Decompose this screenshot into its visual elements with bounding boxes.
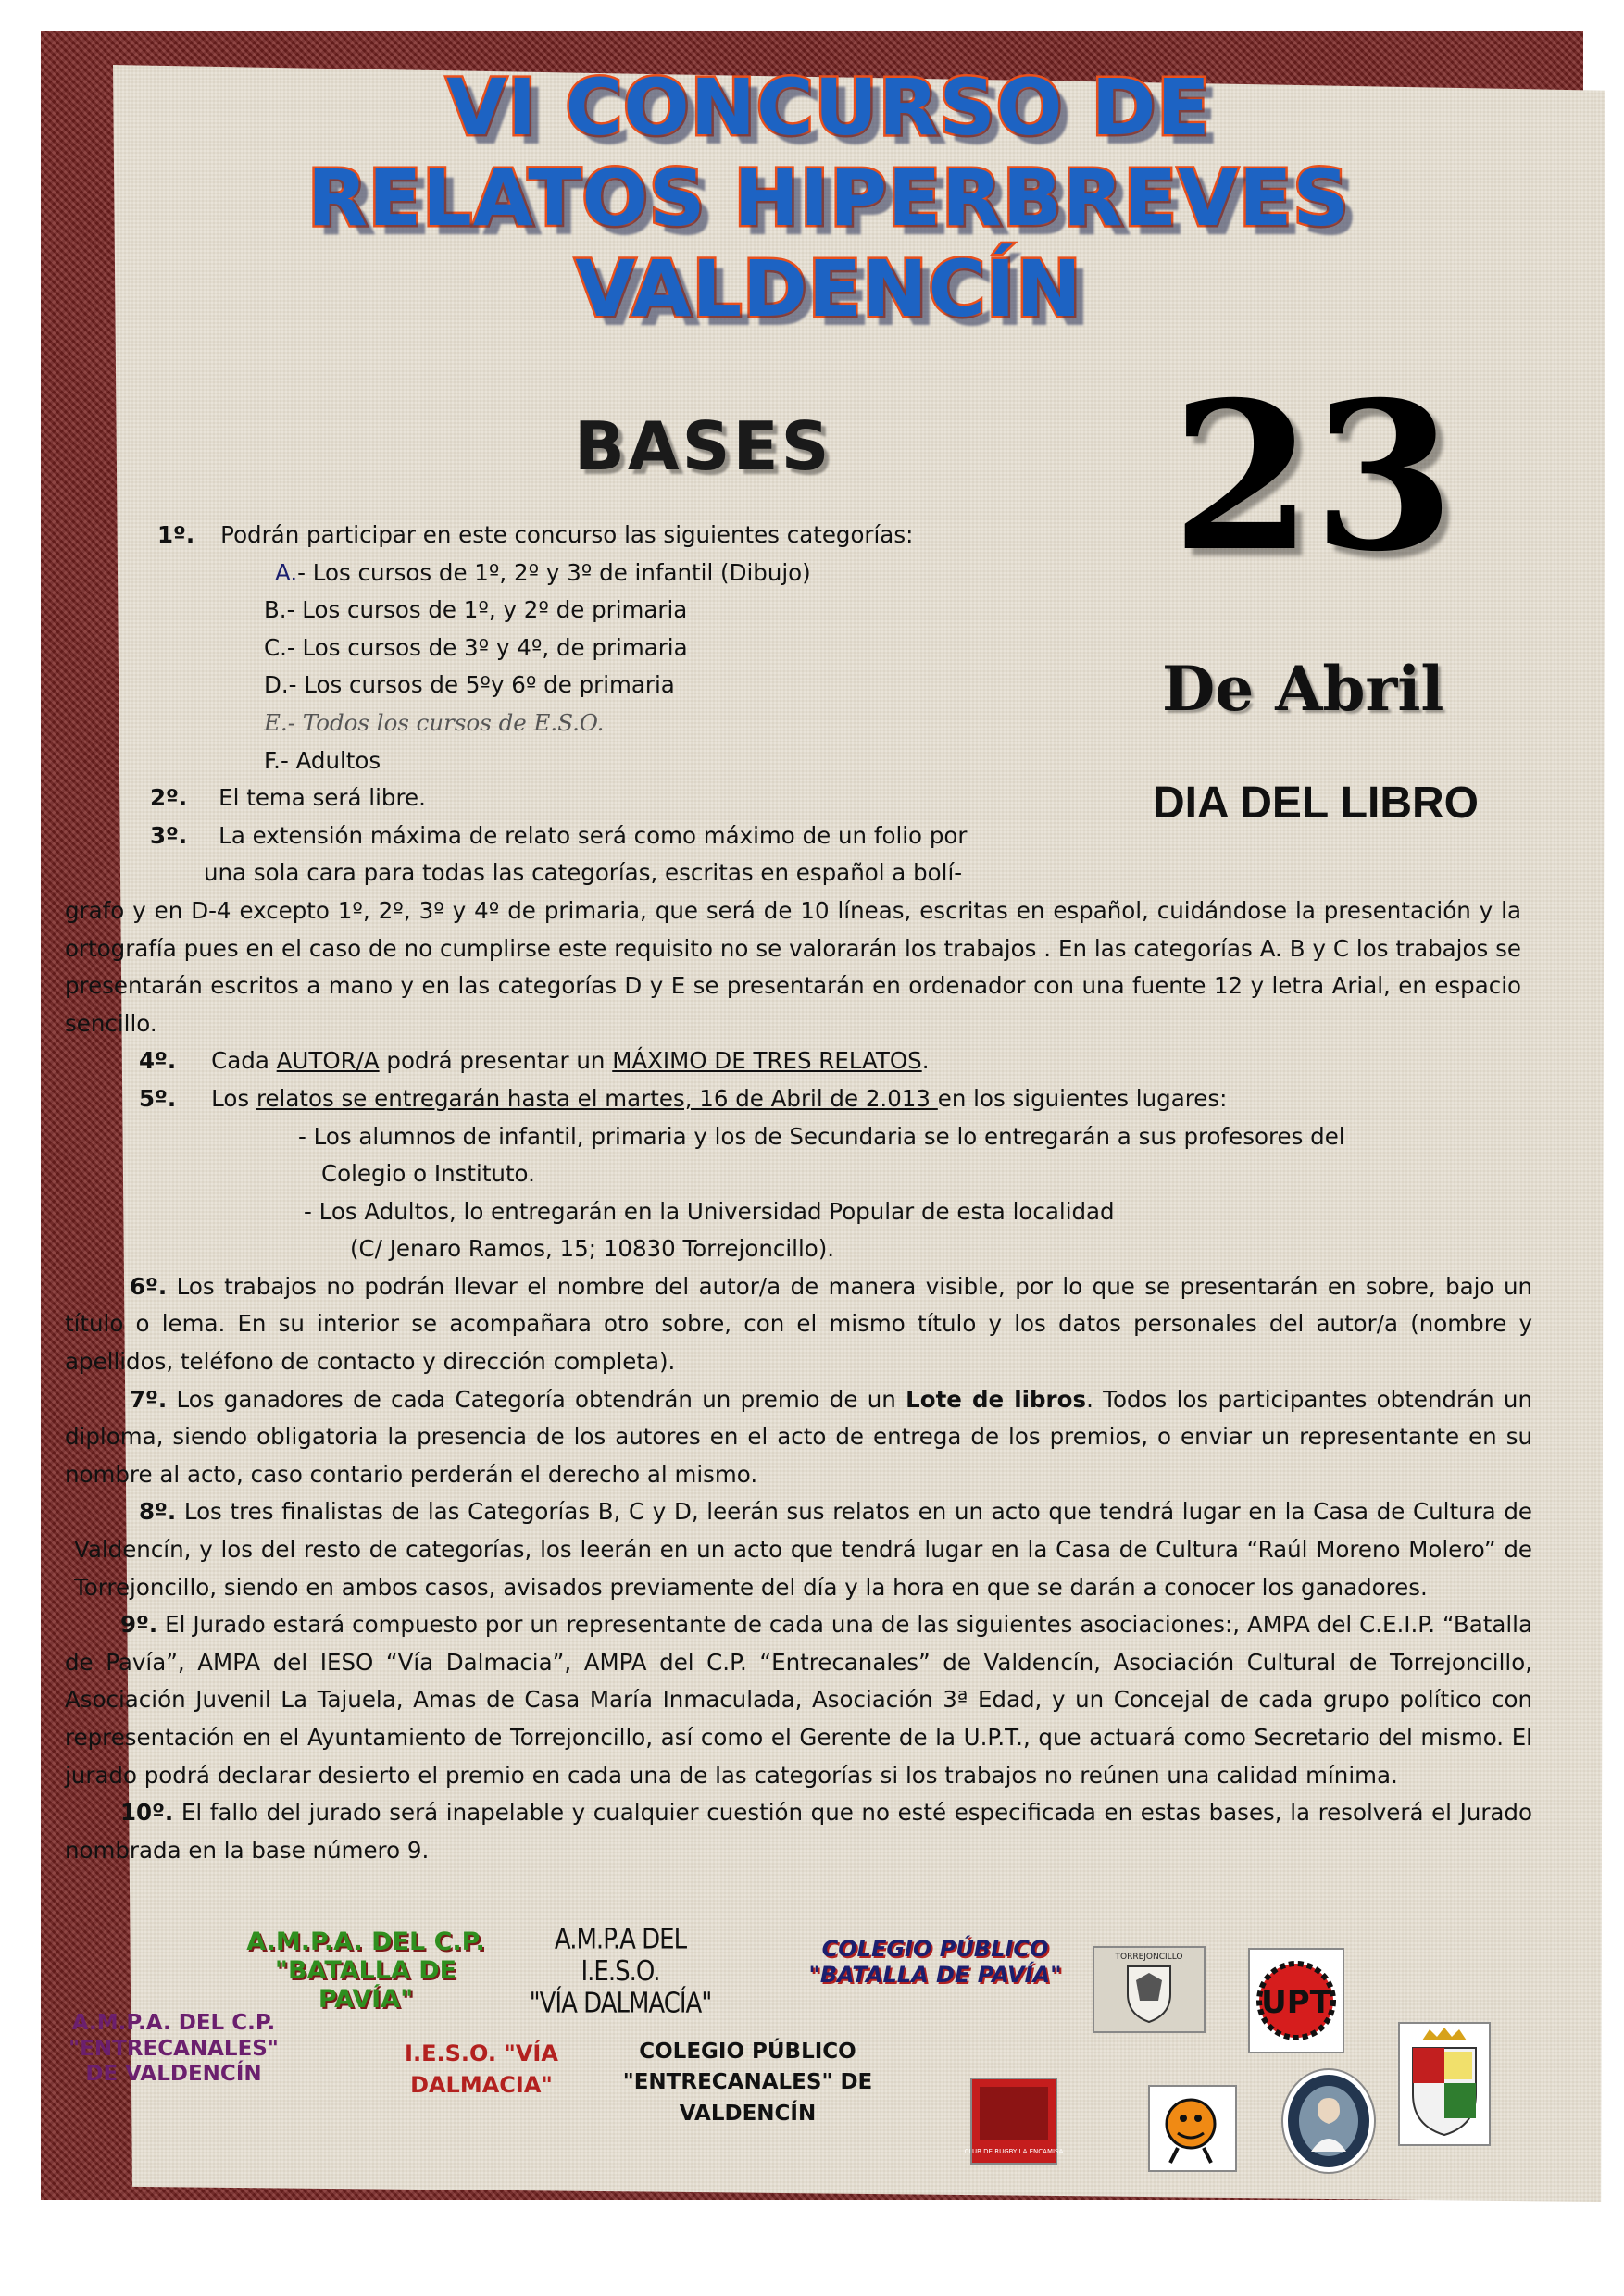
- rule-text: El Jurado estará compuesto por un representante de cada una de las siguientes asociaciones:, AMPA del C.E.I.P. “Batalla de Pavía”, AMPA del IESO “Vía Dalmacia”, AMPA del C.P. “Entrecanales” de Valdencín, Asociación Cultural de Torrejoncillo, Asociación Juvenil La Tajuela, Amas de Casa María Inmaculada, Asociación 3ª Edad, y un Concejal de cada grupo político con representación en el Ayuntamiento de Torrejoncillo, así como el Gerente de la U.P.T., que actuará como Secretario del mismo. El jurado podrá declarar desierto el premio en cada una de las categorías si los trabajos no reúnen una calidad mínima.: [65, 1611, 1532, 1789]
- sponsor-line: "ENTRECANALES": [69, 2036, 279, 2061]
- title-line-1: VI CONCURSO DE: [446, 62, 1211, 153]
- sponsor-line: DALMACIA": [410, 2071, 553, 2098]
- category-f: [264, 742, 1079, 780]
- rules-body: [65, 517, 1532, 1869]
- virgin-medallion-logo-icon: [1281, 2068, 1376, 2174]
- rule-7: [65, 1381, 1532, 1494]
- rule-number: 3º.: [150, 821, 188, 849]
- sponsor-line: A.M.P.A DEL I.E.S.O.: [554, 1924, 687, 1988]
- rule-number: 1º.: [157, 521, 195, 548]
- rule-number: 6º.: [130, 1272, 168, 1300]
- date-day: 23: [1171, 356, 1455, 596]
- rule-text: podrá presentar un: [379, 1047, 613, 1075]
- category-e: [264, 705, 1079, 742]
- rule-5: [65, 1080, 1532, 1118]
- rule-3-line-2: una sola cara para todas las categorías, escritas en español a bolí-: [204, 859, 963, 887]
- rule-6: [65, 1268, 1532, 1381]
- sponsor-line: A.M.P.A. DEL C.P.: [71, 2011, 276, 2035]
- rule-underline: AUTOR/A: [276, 1047, 380, 1075]
- coat-of-arms-icon: [1398, 2022, 1491, 2146]
- event-name: DIA DEL LIBRO: [1153, 779, 1480, 828]
- rule-1: [65, 517, 1532, 555]
- sponsor-line: I.E.S.O. "VÍA: [405, 2040, 558, 2066]
- category-list: [65, 555, 1079, 780]
- category-letter: A.: [275, 558, 298, 586]
- sponsor-ampa-entrecanales: [65, 2011, 282, 2088]
- rule-text: .: [921, 1047, 930, 1075]
- category-text: - Los cursos de 3º y 4º, de primaria: [286, 633, 688, 661]
- bases-heading: BASES: [574, 407, 832, 485]
- rule-underline: MÁXIMO DE TRES RELATOS: [612, 1047, 922, 1075]
- category-text: - Los cursos de 5ºy 6º de primaria: [288, 671, 675, 699]
- sponsor-line: "ENTRECANALES" DE: [622, 2070, 873, 2095]
- category-letter: C.: [264, 633, 287, 661]
- sponsor-line: "VÍA DALMACÍA": [529, 1987, 712, 2020]
- rule-number: 4º.: [139, 1047, 177, 1075]
- category-text: - Los cursos de 1º, y 2º de primaria: [286, 596, 688, 624]
- rule-text: Los ganadores de cada Categoría obtendrán un premio de un: [176, 1385, 906, 1413]
- sponsor-colegio-entrecanales: [616, 2037, 880, 2129]
- sponsor-colegio-batalla-pavia: [806, 1937, 1065, 1988]
- rule-2: [65, 780, 1532, 817]
- rule-text: Los: [211, 1084, 256, 1112]
- rule-text: Cada: [211, 1047, 277, 1075]
- rule-3-rest: grafo y en D-4 excepto 1º, 2º, 3º y 4º de primaria, que será de 10 líneas, escritas en español, cuidándose la presentación y la ortografía pues en el caso de no cumplirse este requisito no se valorarán los trabajos . En las categorías A. B y C los trabajos se presentarán escritos a mano y en las categorías D y E se presentarán en ordenador con una fuente 12 y letra Arial, en espacio sencillo.: [65, 896, 1521, 1037]
- sponsor-ieso-via-dalmacia: [389, 2039, 574, 2101]
- sponsor-ampa-via-dalmacia: [514, 1925, 727, 2020]
- sponsor-line: "BATALLA DE PAVÍA": [808, 1961, 1062, 1988]
- category-a: [264, 555, 1079, 593]
- rule-text: Podrán participar en este concurso las siguientes categorías:: [220, 521, 914, 548]
- logo-caption: TORREJONCILLO: [1115, 1953, 1183, 1962]
- sponsor-line: VALDENCÍN: [679, 2101, 817, 2126]
- rule-number: 10º.: [120, 1799, 174, 1827]
- rule-8: [65, 1493, 1532, 1606]
- rule-5-item-1: - Los alumnos de infantil, primaria y los de Secundaria se lo entregarán a sus profesores del: [298, 1122, 1345, 1150]
- category-letter: F.: [264, 746, 281, 774]
- date-month: De Abril: [1162, 653, 1444, 725]
- rule-bold: Lote de libros: [906, 1385, 1087, 1413]
- sponsor-ampa-batalla-pavia: [241, 1928, 491, 2014]
- logo-caption: UPT: [1261, 1984, 1331, 2021]
- sponsor-line: "BATALLA DE PAVÍA": [274, 1956, 457, 2015]
- sponsor-line: COLEGIO PÚBLICO: [821, 1936, 1049, 1962]
- rule-text: . Todos los participantes obtendrán un diploma, siendo obligatoria la presencia de los autores en el acto de entrega de los premios, o enviar un representante en su nombre al acto, caso contario perderán el derecho al mismo.: [65, 1385, 1532, 1488]
- rule-text: La extensión máxima de relato será como máximo de un folio por: [219, 821, 968, 849]
- rule-number: 7º.: [130, 1385, 168, 1413]
- rule-number: 2º.: [150, 784, 188, 812]
- sponsor-line: DE VALDENCÍN: [85, 2062, 262, 2087]
- rule-text: en los siguientes lugares:: [937, 1084, 1228, 1112]
- category-d: [264, 667, 1079, 705]
- rule-3-line-1: [65, 817, 1532, 855]
- category-letter: B.: [264, 596, 287, 624]
- rule-10: [65, 1794, 1532, 1869]
- category-c: [264, 630, 1079, 668]
- rule-number: 5º.: [139, 1084, 177, 1112]
- title-line-2: RELATOS HIPERBREVES: [307, 153, 1350, 243]
- rugby-club-logo-icon: [964, 2078, 1064, 2165]
- rule-5-item-2-cont: (C/ Jenaro Ramos, 15; 10830 Torrejoncillo).: [350, 1235, 835, 1263]
- category-b: [264, 592, 1079, 630]
- rule-underline: relatos se entregarán hasta el martes, 16 de Abril de 2.013: [256, 1084, 938, 1112]
- category-letter: D.: [264, 671, 289, 699]
- orange-face-logo-icon: [1148, 2085, 1237, 2172]
- rule-9: [65, 1606, 1532, 1794]
- rule-5-item-2: - Los Adultos, lo entregarán en la Universidad Popular de esta localidad: [304, 1197, 1115, 1225]
- title-line-3: VALDENCÍN: [575, 243, 1082, 334]
- rule-text: El tema será libre.: [219, 784, 426, 812]
- rule-number: 8º.: [139, 1498, 177, 1526]
- rule-text: Los trabajos no podrán llevar el nombre del autor/a de manera visible, por lo que se presentarán en sobre, bajo un título o lema. En su interior se acompañara otro sobre, con el mismo título y los datos personales del autor/a (nombre y apellidos, teléfono de contacto y dirección completa).: [65, 1272, 1532, 1376]
- category-text: - Los cursos de 1º, 2º y 3º de infantil (Dibujo): [297, 558, 811, 586]
- upt-logo-icon: [1248, 1948, 1344, 2053]
- rule-text: El fallo del jurado será inapelable y cualquier cuestión que no esté especificada en estas bases, la resolverá el Jurado nombrada en la base número 9.: [65, 1799, 1532, 1864]
- rule-4: [65, 1042, 1532, 1080]
- rule-5-item-1-cont: Colegio o Instituto.: [321, 1160, 535, 1188]
- sponsor-line: A.M.P.A. DEL C.P.: [246, 1928, 485, 1956]
- torrejoncillo-crest-icon: [1093, 1946, 1206, 2033]
- category-text: - Todos los cursos de E.S.O.: [287, 708, 605, 736]
- rule-text: Los tres finalistas de las Categorías B, C y D, leerán sus relatos en un acto que tendrá lugar en la Casa de Cultura de Valdencín, y los del resto de categorías, los leerán en un acto que tendrá lugar en la Casa de Cultura “Raúl Moreno Molero” de Torrejoncillo, siendo en ambos casos, avisados previamente del día y la hora en que se darán a conocer los ganadores.: [74, 1498, 1532, 1601]
- logo-caption: CLUB DE RUGBY LA ENCAMISA: [964, 2148, 1064, 2155]
- rule-number: 9º.: [120, 1611, 158, 1639]
- category-letter: E.: [264, 708, 288, 736]
- category-text: - Adultos: [280, 746, 381, 774]
- sponsor-line: COLEGIO PÚBLICO: [639, 2040, 856, 2064]
